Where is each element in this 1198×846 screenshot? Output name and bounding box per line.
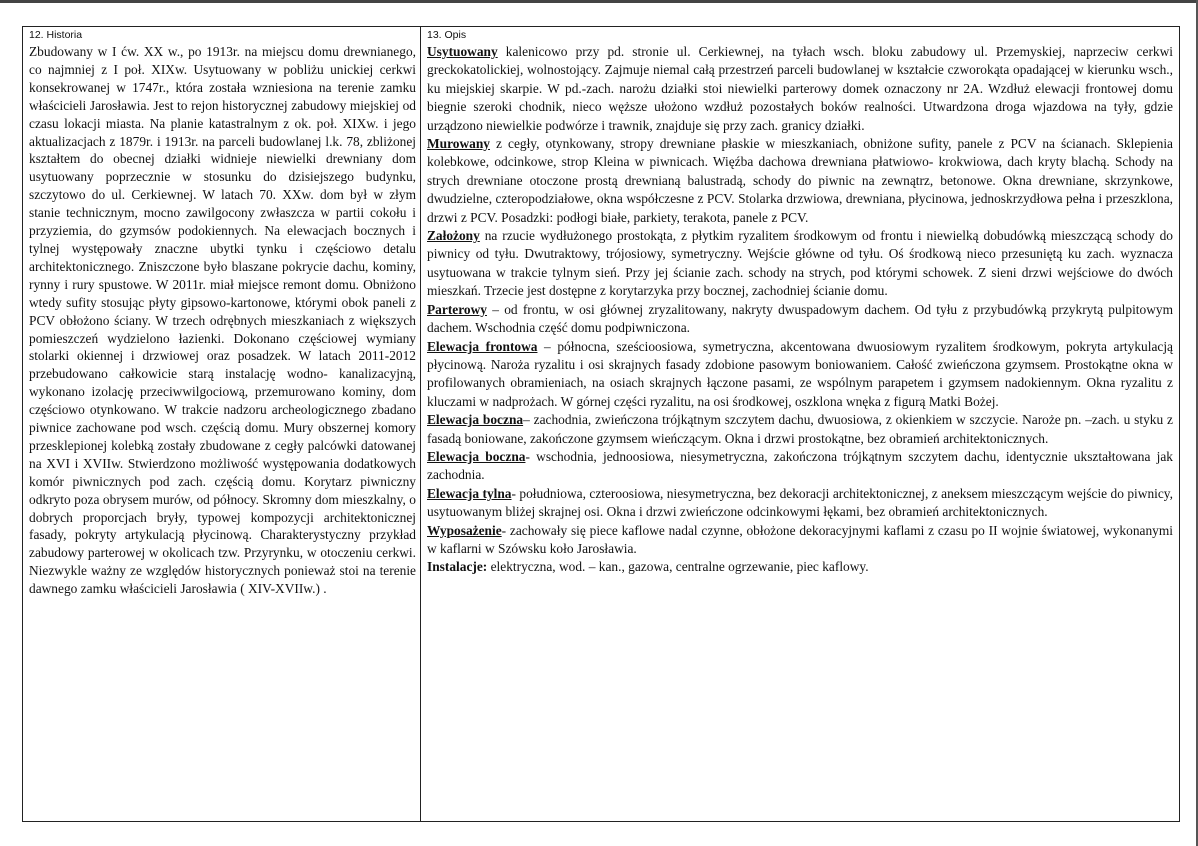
- description-paragraph-location: [427, 43, 1173, 135]
- description-paragraph-storeys: [427, 301, 1173, 338]
- section-text: - południowa, czteroosiowa, niesymetryczna, bez dekoracji architektonicznej, z aneksem mieszczącym wejście do piwnicy, usytuowanym bliżej skrajnej osi. Okna i drzwi zwieńczone odcinkowymi łękami, bez obramień architektonicznych.: [427, 485, 1173, 520]
- section-label: Instalacje:: [427, 559, 488, 575]
- section-label: Wyposażenie: [427, 522, 502, 538]
- section-text: na rzucie wydłużonego prostokąta, z płytkim ryzalitem środkowym od frontu i niewielką dobudówką mieszczącą schody do piwnicy od tyłu. Dwutraktowy, trójosiowy, symetryczny. Wejście główne od tyłu. Oś środkową nieco przesuniętą ku zach. wyznacza usytuowana w trakcie tylnym sień. Przy jej ścianie zach. schody na strych, pod którymi schowek. Z sieni drzwi wejściowe do dwóch mieszkań. Trzecie jest dostępne z korytarzyka przy bocznej, zachodniej ścianie domu.: [427, 228, 1173, 299]
- description-paragraph-east-elevation: [427, 448, 1173, 485]
- history-heading: 12. Historia: [29, 29, 83, 41]
- section-text: – od frontu, w osi głównej zryzalitowany, nakryty dwuspadowym dachem. Od tyłu z przybudówką przykrytą pulpitowym dachem. Wschodnia część domu podpiwniczona.: [427, 301, 1173, 336]
- section-text: elektryczna, wod. – kan., gazowa, centralne ogrzewanie, piec kaflowy.: [487, 559, 869, 575]
- history-text: Zbudowany w I ćw. XX w., po 1913r. na miejscu domu drewnianego, co najmniej z I poł. XIXw. Usytuowany w pobliżu unickiej cerkwi konsekrowanej w 1747r., która została wzniesiona na terenie zamku właścicieli Jarosławia. Jest to rejon historycznej zabudowy miejskiej od czasu lokacji miasta. Na planie katastralnym z ok. poł. XIXw. i jego aktualizacjach z 1879r. i 1913r. na parceli budowlanej l.k. 78, zbliżonej kształtem do obecnej działki widnieje niewielki drewniany dom usytuowany poprzecznie w stosunku do dzisiejszego budynku, szczytowo do ul. Cerkiewnej. W latach 70. XXw. dom był w złym stanie technicznym, mocno zawilgocony zwłaszcza w partii cokołu i przyziemia, do gzymsów podokiennych. Na elewacjach bocznych i tylnej występowały znaczne ubytki tynku i częściowo detalu architektonicznego. Zniszczone było blaszane pokrycie dachu, kominy, rynny i rury spustowe. W 2011r. miał miejsce remont domu. Obniżono wtedy sufity stosując płyty gipsowo-kartonowe, którymi obok paneli z PCV obłożono ściany. W trzech odrębnych mieszkaniach z większych pomieszczeń wydzielono łazienki. Dokonano częściowej wymiany stolarki okiennej i drzwiowej oraz posadzek. W latach 2011-2012 przebudowano całkowicie starą instalację wodno- kanalizacyjną, wykonano izolację przeciwwilgociową, przemurowano kominy, dom częściowo otynkowano. W trakcie nadzoru archeologicznego zbadano piwnice zachowane pod wsch. częścią domu. Mury obszernej komory przesklepionej kolebką zostały zbudowane z cegły palcówki datowanej na XVI i XVIIw. Stwierdzono możliwość występowania dodatkowych komór piwnicznych pod zach. częścią domu. Korytarz piwniczny odkryto poza obrysem murów, od północy. Skromny dom mieszkalny, o dobrych proporcjach bryły, typowej kompozycji architektonicznej fasady, pokryty artykulacją płycinową. Charakterystyczny przykład zabudowy parterowej w okolicach tzw. Przyrynku, w otoczeniu cerkwi. Niezwykle ważny ze względów historycznych ponieważ stoi na terenie dawnego zamku właścicieli Jarosławia ( XIV-XVIIw.) .: [29, 44, 416, 597]
- section-label: Usytuowany: [427, 44, 498, 59]
- section-label: Założony: [427, 228, 480, 244]
- section-label: Elewacja boczna: [427, 448, 526, 464]
- section-label: Elewacja boczna: [427, 412, 524, 428]
- section-label: Parterowy: [427, 301, 487, 317]
- description-paragraph-rear-elevation: [427, 485, 1173, 522]
- description-column: [421, 27, 1179, 821]
- description-paragraph-construction: [427, 135, 1173, 227]
- history-column: [23, 27, 421, 821]
- description-paragraph-plan: [427, 227, 1173, 301]
- description-paragraph-front-elevation: [427, 338, 1173, 412]
- description-paragraph-installations: [427, 558, 1173, 576]
- description-paragraph-west-elevation: [427, 411, 1173, 448]
- section-label: Elewacja tylna: [427, 485, 512, 501]
- scan-edge-top: [0, 0, 1198, 3]
- section-text: - wschodnia, jednoosiowa, niesymetryczna, zakończona trójkątnym szczytem dachu, identycznie ukształtowana jak zachodnia.: [427, 448, 1173, 483]
- description-paragraph-furnishing: [427, 522, 1173, 559]
- section-text: - zachowały się piece kaflowe nadal czynne, obłożone dekoracyjnymi kaflami z czasu po II wojnie światowej, wykonanymi w kaflarni w Szówsku koło Jarosławia.: [427, 522, 1173, 556]
- document-sheet: [22, 26, 1180, 822]
- section-label: Elewacja frontowa: [427, 338, 538, 354]
- section-label: Murowany: [427, 136, 490, 152]
- section-text: kalenicowo przy pd. stronie ul. Cerkiewnej, na tyłach wsch. bloku zabudowy ul. Przemyskiej, naprzeciw cerkwi greckokatolickiej, wolnostojący. Zajmuje niemal całą przestrzeń parceli budowlanej w kształcie czworokąta opadającej w kierunku wsch., ku miejskiej skarpie. W pd.-zach. narożu działki stoi niewielki parterowy domek oznaczony nr 2A. Wzdłuż elewacji frontowej domu biegnie szeroki chodnik, nieco węższe ułożono wzdłuż pozostałych boków realności. Utwardzona droga wjazdowa na tyły, gdzie urządzono niewielkie podwórze i trawnik, znajduje się przy zach. granicy działki.: [427, 44, 1173, 133]
- section-text: – północna, sześcioosiowa, symetryczna, akcentowana dwuosiowym ryzalitem środkowym, pokryta artykulacją płycinową. Naroża ryzalitu i osi skrajnych fasady zdobione pasowym boniowaniem. Całość zwieńczona gzymsem. Prostokątne okna w profilowanych obramieniach, na osiach skrajnych łączone pasami, ze wspólnym parapetem i gzymsem nadokiennym. Okna ryzalitu z kluczami w nadprożach. W górnej części ryzalitu, na osi środkowej, oszklona wnęka z figurą Matki Bożej.: [427, 338, 1173, 409]
- section-text: – zachodnia, zwieńczona trójkątnym szczytem dachu, dwuosiowa, z okienkiem w szczycie. Naroże pn. –zach. u styku z fasadą boniowane, zakończone gzymsem wieńczącym. Okna i drzwi prostokątne, bez obramień architektonicznych.: [427, 412, 1173, 446]
- description-heading: 13. Opis: [427, 29, 467, 41]
- section-text: z cegły, otynkowany, stropy drewniane płaskie w mieszkaniach, obniżone sufity, panele z PCV na ścianach. Sklepienia kolebkowe, odcinkowe, strop Kleina w piwnicach. Więźba dachowa drewniana płatwiowo- krokwiowa, dach kryty blachą. Schody na strych drewniane otoczone prostą drewnianą balustradą, schody do piwnic na zewnątrz, betonowe. Okna drewniane, skrzynkowe, dwudzielne, czteropodziałowe, okna współczesne z PCV. Stolarka drzwiowa, drewniana, płycinowa, jednoskrzydłowa pełna i przeszklona, drzwi z PCV. Posadzki: podłogi białe, parkiety, terakota, panele z PCV.: [427, 136, 1173, 225]
